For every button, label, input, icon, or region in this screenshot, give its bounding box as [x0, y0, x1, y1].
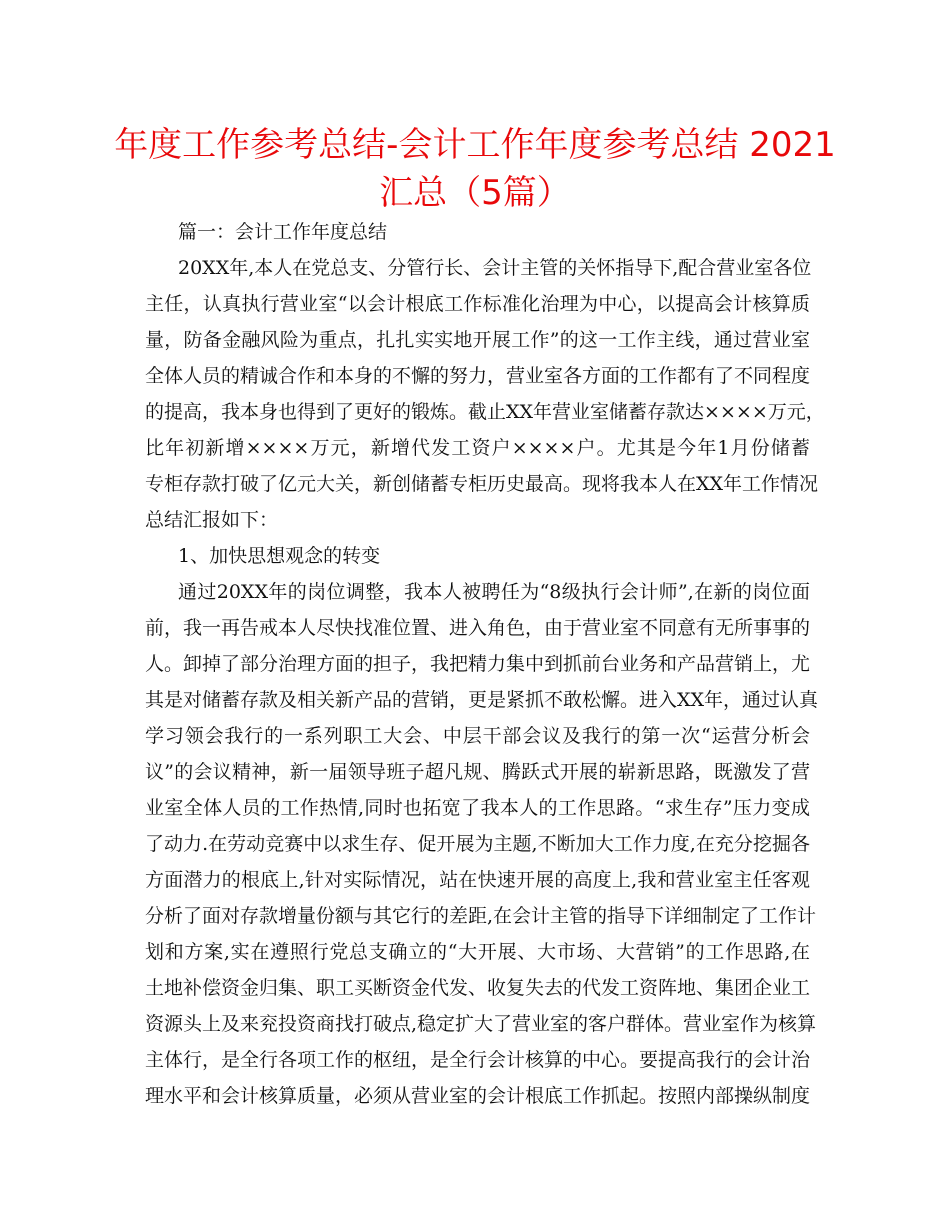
paragraph-line: 学习领会我行的一系列职工大会、中层干部会议及我行的第一次“运营分析会: [145, 725, 810, 747]
paragraph-line: 前，我一再告戒本人尽快找准位置、进入角色，由于营业室不同意有无所事事的: [145, 617, 811, 639]
paragraph-line: 分析了面对存款增量份额与其它行的差距,在会计主管的指导下详细制定了工作计: [145, 905, 817, 927]
paragraph-line: 的提高，我本身也得到了更好的锻炼。截止XX年营业室储蓄存款达××××万元，: [145, 401, 825, 423]
document-title-line-2: 汇总（5篇）: [379, 173, 571, 213]
paragraph-line: 主任，认真执行营业室“以会计根底工作标准化治理为中心，以提高会计核算质: [145, 293, 810, 315]
paragraph-line: 人。卸掉了部分治理方面的担子，我把精力集中到抓前台业务和产品营销上，尤: [145, 653, 811, 675]
paragraph-line: 理水平和会计核算质量，必须从营业室的会计根底工作抓起。按照内部操纵制度: [145, 1085, 811, 1107]
paragraph-line: 划和方案,实在遵照行党总支确立的“大开展、大市场、大营销”的工作思路,在: [145, 941, 810, 963]
paragraph-line: 专柜存款打破了亿元大关，新创储蓄专柜历史最高。现将我本人在XX年工作情况: [145, 473, 819, 495]
paragraph-line: 通过20XX年的岗位调整，我本人被聘任为“8级执行会计师”,在新的岗位面: [178, 581, 810, 603]
paragraph-line: 总结汇报如下：: [145, 509, 279, 531]
document-title-line-1: 年度工作参考总结-会计工作年度参考总结 2021: [114, 125, 836, 165]
paragraph-line: 业室全体人员的工作热情,同时也拓宽了我本人的工作思路。“求生存”压力变成: [145, 797, 810, 819]
paragraph-line: 全体人员的精诚合作和本身的不懈的努力，营业室各方面的工作都有了不同程度: [145, 365, 811, 387]
paragraph-line: 20XX年,本人在党总支、分管行长、会计主管的关怀指导下,配合营业室各位: [178, 257, 812, 279]
paragraph-line: 比年初新增××××万元，新增代发工资户××××户。尤其是今年1月份储蓄: [145, 437, 810, 459]
paragraph-line: 资源头上及来兖投资商找打破点,稳定扩大了营业室的客户群体。营业室作为核算: [145, 1013, 817, 1035]
subsection-heading: 1、加快思想观念的转变: [178, 545, 381, 567]
paragraph-line: 议”的会议精神，新一届领导班子超凡规、腾跃式开展的崭新思路，既激发了营: [145, 761, 810, 783]
paragraph-line: 土地补偿资金归集、职工买断资金代发、收复失去的代发工资阵地、集团企业工: [145, 977, 811, 999]
paragraph-line: 主体行，是全行各项工作的枢纽，是全行会计核算的中心。要提高我行的会计治: [145, 1049, 811, 1071]
section-heading: 篇一：会计工作年度总结: [178, 221, 388, 243]
paragraph-line: 了动力.在劳动竞赛中以求生存、促开展为主题,不断加大工作力度,在充分挖掘各: [145, 833, 810, 855]
paragraph-line: 量，防备金融风险为重点，扎扎实实地开展工作”的这一工作主线，通过营业室: [145, 329, 810, 351]
paragraph-line: 其是对储蓄存款及相关新产品的营销，更是紧抓不敢松懈。进入XX年，通过认真: [145, 689, 819, 711]
paragraph-line: 方面潜力的根底上,针对实际情况，站在快速开展的高度上,我和营业室主任客观: [145, 869, 810, 891]
